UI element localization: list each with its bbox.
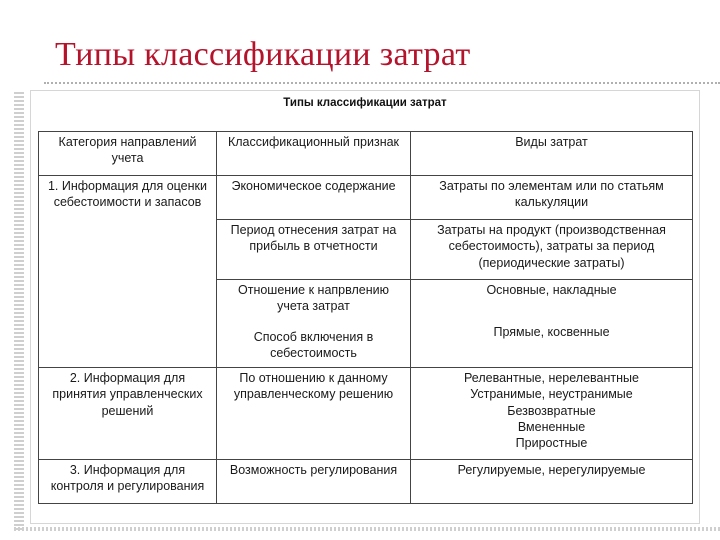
document-title: Типы классификации затрат: [283, 97, 447, 109]
types-list-item: Безвозвратные: [507, 403, 596, 418]
slide-title: Типы классификации затрат: [55, 36, 471, 73]
types-list-item: Приростные: [515, 436, 588, 450]
attribute-subcell: Способ включения в себестоимость: [253, 329, 374, 360]
types-list-item: Релевантные, нерелевантные: [464, 371, 639, 385]
types-list-item: Вмененные: [517, 419, 586, 434]
title-divider: [44, 82, 720, 84]
attribute-cell-pair: [217, 280, 411, 368]
header-attribute: Классификационный признак: [217, 132, 411, 176]
types-cell: Регулируемые, нерегулируемые: [411, 460, 693, 504]
attribute-subcell: Отношение к напрвлению учета затрат: [238, 283, 389, 314]
attribute-cell: Период отнесения затрат на прибыль в отчетности: [217, 220, 411, 280]
category-cell-3: 3. Информация для контроля и регулирования: [39, 460, 217, 504]
attribute-cell: По отношению к данному управленческому решению: [217, 368, 411, 460]
table-header-row: [39, 132, 693, 176]
types-cell-list: [411, 368, 693, 460]
types-subcell: Основные, накладные: [486, 283, 617, 297]
types-cell: Затраты на продукт (производственная себестоимость), затраты за период (периодические затраты): [411, 220, 693, 280]
table-row: [39, 460, 693, 504]
decorative-rail-left: [14, 92, 24, 530]
category-cell-2: 2. Информация для принятия управленческих решений: [39, 368, 217, 460]
table-row: [39, 176, 693, 220]
attribute-cell: Экономическое содержание: [217, 176, 411, 220]
category-cell-1: 1. Информация для оценки себестоимости и запасов: [39, 176, 217, 368]
header-category: Категория направлений учета: [39, 132, 217, 176]
decorative-rail-bottom: [14, 527, 720, 531]
types-cell-pair: [411, 280, 693, 368]
document-image: [30, 90, 700, 524]
table-row: [39, 368, 693, 460]
types-list-item: Устранимые, неустранимые: [470, 387, 633, 402]
types-cell: Затраты по элементам или по статьям калькуляции: [411, 176, 693, 220]
attribute-cell: Возможность регулирования: [217, 460, 411, 504]
classification-table: [38, 131, 693, 504]
types-subcell: Прямые, косвенные: [493, 325, 610, 340]
header-types: Виды затрат: [411, 132, 693, 176]
